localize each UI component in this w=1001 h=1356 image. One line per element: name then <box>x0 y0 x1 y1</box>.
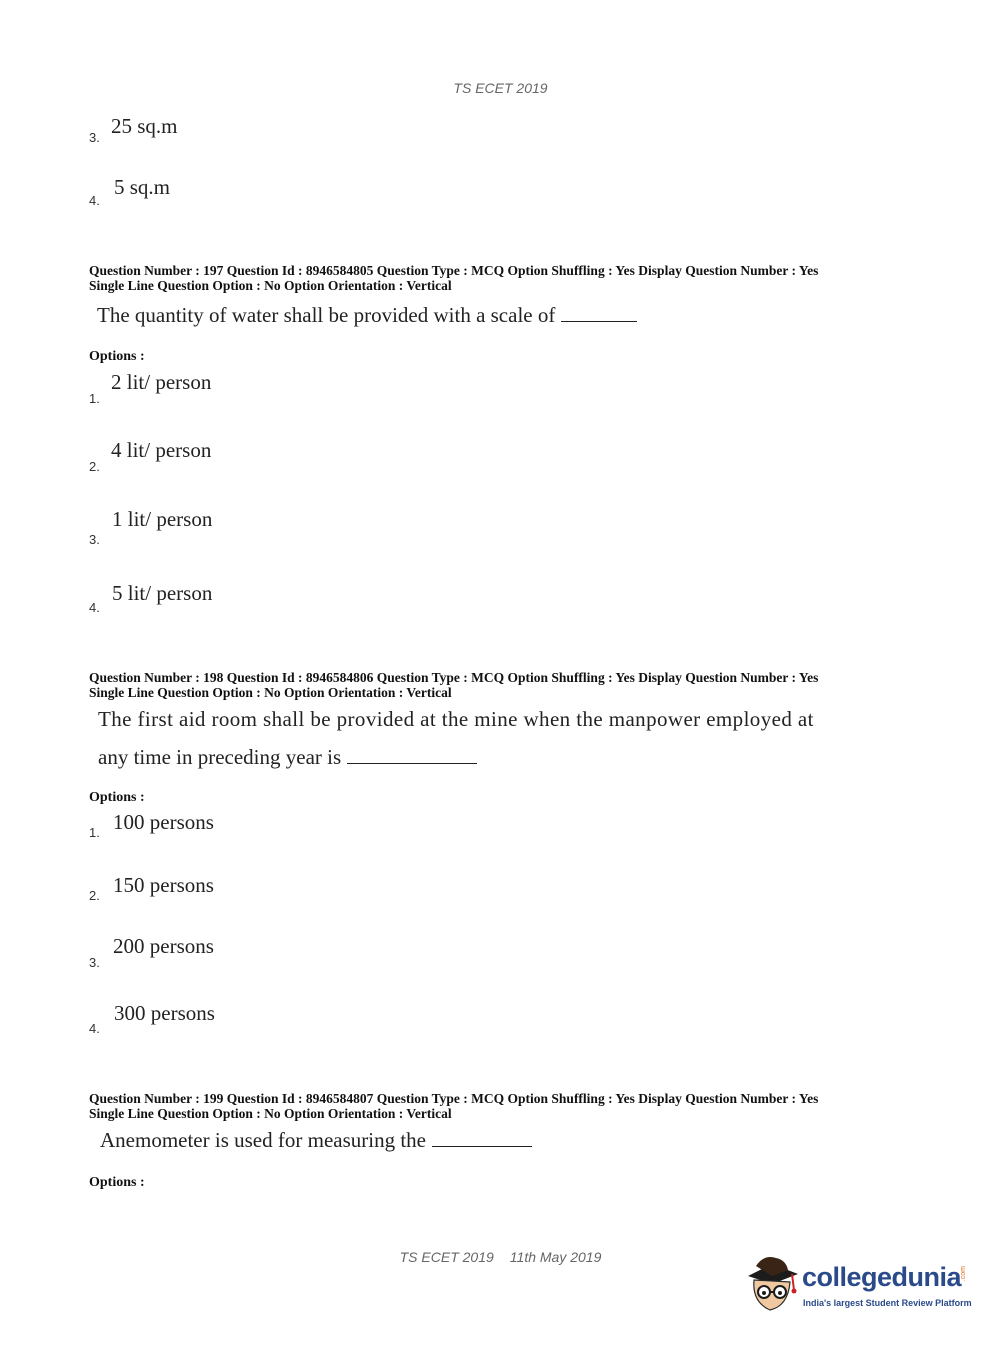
options-label: Options : <box>89 349 145 364</box>
brand-tagline: India's largest Student Review Platform <box>803 1298 972 1308</box>
option-text: 5 lit/ person <box>112 581 213 605</box>
question-meta-line2: Single Line Question Option : No Option Orientation : Vertical <box>89 1106 452 1121</box>
answer-blank <box>561 303 637 322</box>
question-meta-line1: Question Number : 199 Question Id : 8946584807 Question Type : MCQ Option Shuffling : Yes Display Question Number : Yes <box>89 1091 819 1106</box>
brand-name: collegedunia <box>802 1262 962 1292</box>
question-meta-line1: Question Number : 198 Question Id : 8946584806 Question Type : MCQ Option Shuffling : Yes Display Question Number : Yes <box>89 670 819 685</box>
option-text: 5 sq.m <box>114 175 171 199</box>
option-text: 150 persons <box>113 873 214 897</box>
option-text: 1 lit/ person <box>112 507 213 531</box>
option-number: 4. <box>89 600 100 615</box>
option-number: 1. <box>89 391 100 406</box>
question-text: Anemometer is used for measuring the <box>100 1128 532 1153</box>
brand-suffix: .com <box>960 1266 967 1282</box>
option-text: 2 lit/ person <box>111 370 212 394</box>
question-text-line1: The first aid room shall be provided at the mine when the manpower employed at <box>98 707 814 731</box>
option-number: 2. <box>89 459 100 474</box>
question-meta-line2: Single Line Question Option : No Option Orientation : Vertical <box>89 278 452 293</box>
answer-blank <box>347 745 477 764</box>
answer-blank <box>432 1128 532 1147</box>
option-number: 3. <box>89 532 100 547</box>
option-text: 300 persons <box>114 1001 215 1025</box>
option-number: 2. <box>89 888 100 903</box>
option-text: 100 persons <box>113 810 214 834</box>
option-text: 200 persons <box>113 934 214 958</box>
footer-exam: TS ECET 2019 <box>399 1249 494 1265</box>
option-text: 25 sq.m <box>111 114 178 138</box>
mascot-icon <box>742 1250 802 1316</box>
question-text: The quantity of water shall be provided with a scale of <box>97 303 637 328</box>
collegedunia-logo[interactable] <box>742 1250 972 1320</box>
question-meta-line2: Single Line Question Option : No Option Orientation : Vertical <box>89 685 452 700</box>
page-header-title: TS ECET 2019 <box>453 80 548 96</box>
options-label: Options : <box>89 790 145 805</box>
option-number: 1. <box>89 825 100 840</box>
question-meta-line1: Question Number : 197 Question Id : 8946584805 Question Type : MCQ Option Shuffling : Yes Display Question Number : Yes <box>89 263 819 278</box>
options-label: Options : <box>89 1175 145 1190</box>
footer-date: 11th May 2019 <box>509 1249 602 1265</box>
option-number: 4. <box>89 1021 100 1036</box>
option-number: 3. <box>89 130 100 145</box>
question-text-line2: any time in preceding year is <box>98 745 477 770</box>
option-number: 4. <box>89 193 100 208</box>
option-number: 3. <box>89 955 100 970</box>
option-text: 4 lit/ person <box>111 438 212 462</box>
